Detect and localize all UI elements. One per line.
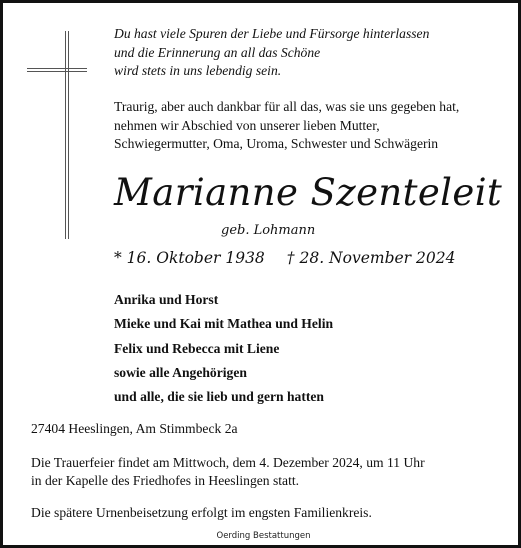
verse-line: wird stets in uns lebendig sein. <box>114 63 282 78</box>
mourner-entry: Felix und Rebecca mit Liene <box>114 340 280 356</box>
urn-burial-info: Die spätere Urnenbeisetzung erfolgt im engsten Familienkreis. <box>31 505 372 520</box>
birth-date: * 16. Oktober 1938 <box>114 249 265 267</box>
mourners-list <box>114 288 514 409</box>
service-line: in der Kapelle des Friedhofes in Heeslingen statt. <box>31 473 300 488</box>
mourner-entry: Mieke und Kai mit Mathea und Helin <box>114 316 334 332</box>
farewell-text <box>114 98 514 154</box>
service-line: Die Trauerfeier findet am Mittwoch, dem 4. Dezember 2024, um 11 Uhr <box>31 455 425 470</box>
farewell-line: Traurig, aber auch dankbar für all das, was sie uns gegeben hat, <box>114 99 460 114</box>
death-date: † 28. November 2024 <box>286 249 456 267</box>
funeral-service-info <box>31 454 511 490</box>
farewell-line: Schwiegermutter, Oma, Uroma, Schwester und Schwägerin <box>114 136 439 151</box>
mourner-entry: sowie alle Angehörigen <box>114 364 247 380</box>
verse-line: und die Erinnerung an all das Schöne <box>114 44 321 60</box>
family-address: 27404 Heeslingen, Am Stimmbeck 2a <box>31 421 238 436</box>
mourner-entry: und alle, die sie lieb und gern hatten <box>114 389 324 405</box>
farewell-line: nehmen wir Abschied von unserer lieben Mutter, <box>114 117 380 133</box>
memorial-verse <box>114 25 514 81</box>
cross-icon <box>27 31 87 239</box>
deceased-name: Marianne Szenteleit <box>114 171 503 214</box>
funeral-home-credit: Oerding Bestattungen <box>216 531 311 541</box>
verse-line: Du hast viele Spuren der Liebe und Fürsorge hinterlassen <box>114 26 430 41</box>
maiden-name: geb. Lohmann <box>221 223 316 238</box>
life-dates <box>114 248 514 268</box>
mourner-entry: Anrika und Horst <box>114 292 219 307</box>
